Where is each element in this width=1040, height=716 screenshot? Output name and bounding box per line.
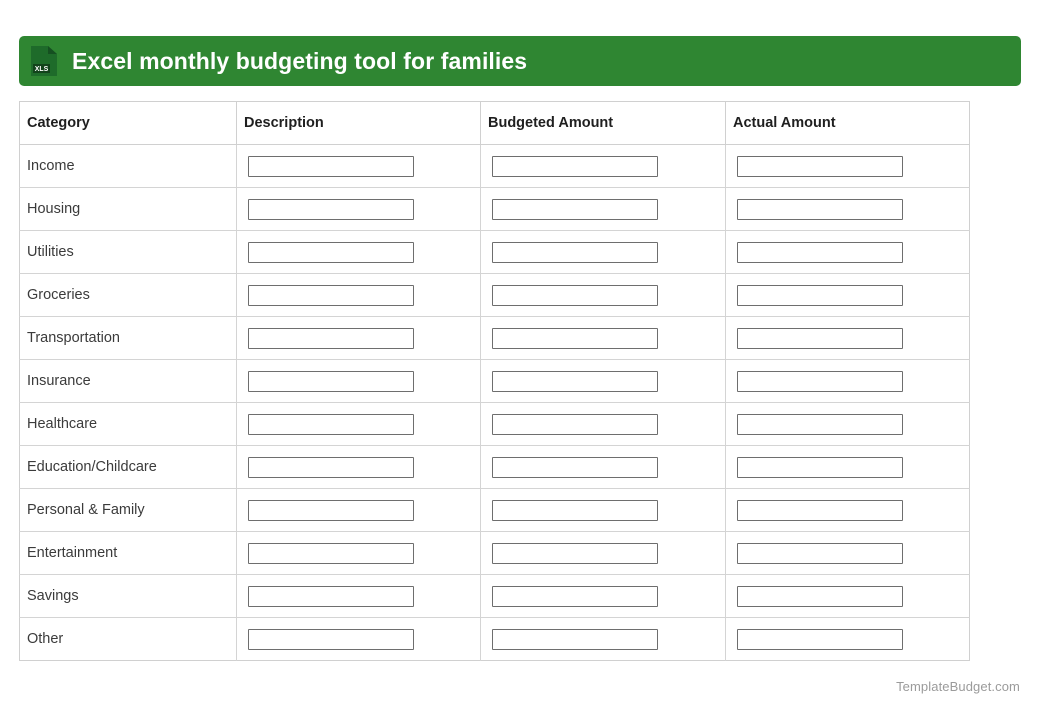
table-row xyxy=(20,489,970,532)
budgeted-amount-input[interactable] xyxy=(492,629,658,650)
budgeted-amount-input[interactable] xyxy=(492,199,658,220)
description-input[interactable] xyxy=(248,457,414,478)
budgeted-amount-input[interactable] xyxy=(492,328,658,349)
table-header-row xyxy=(20,102,970,145)
actual-amount-input[interactable] xyxy=(737,457,903,478)
column-header-budgeted-amount: Budgeted Amount xyxy=(481,102,726,145)
xls-file-icon xyxy=(30,45,58,77)
table-row xyxy=(20,360,970,403)
budgeted-amount-cell xyxy=(481,618,726,661)
table-row xyxy=(20,403,970,446)
actual-amount-input[interactable] xyxy=(737,242,903,263)
actual-amount-cell xyxy=(726,403,970,446)
description-cell xyxy=(237,403,481,446)
category-cell xyxy=(20,575,237,618)
actual-amount-cell xyxy=(726,489,970,532)
actual-amount-cell xyxy=(726,532,970,575)
description-input[interactable] xyxy=(248,500,414,521)
description-cell xyxy=(237,575,481,618)
category-label: Transportation xyxy=(27,330,120,346)
actual-amount-cell xyxy=(726,575,970,618)
actual-amount-cell xyxy=(726,317,970,360)
budgeted-amount-cell xyxy=(481,532,726,575)
category-label: Groceries xyxy=(27,287,90,303)
table-row xyxy=(20,618,970,661)
actual-amount-cell xyxy=(726,231,970,274)
actual-amount-input[interactable] xyxy=(737,586,903,607)
description-cell xyxy=(237,274,481,317)
description-input[interactable] xyxy=(248,199,414,220)
description-cell xyxy=(237,231,481,274)
description-input[interactable] xyxy=(248,629,414,650)
budgeted-amount-input[interactable] xyxy=(492,500,658,521)
actual-amount-cell xyxy=(726,446,970,489)
description-cell xyxy=(237,618,481,661)
budgeted-amount-cell xyxy=(481,489,726,532)
actual-amount-cell xyxy=(726,145,970,188)
category-cell xyxy=(20,403,237,446)
svg-text:XLS: XLS xyxy=(34,66,49,73)
category-cell xyxy=(20,145,237,188)
budgeted-amount-input[interactable] xyxy=(492,586,658,607)
description-input[interactable] xyxy=(248,371,414,392)
category-label: Healthcare xyxy=(27,416,98,432)
description-cell xyxy=(237,188,481,231)
budgeted-amount-cell xyxy=(481,231,726,274)
budgeted-amount-cell xyxy=(481,317,726,360)
actual-amount-input[interactable] xyxy=(737,543,903,564)
actual-amount-input[interactable] xyxy=(737,500,903,521)
actual-amount-input[interactable] xyxy=(737,328,903,349)
table-row xyxy=(20,188,970,231)
title-banner xyxy=(19,36,1021,86)
actual-amount-cell xyxy=(726,188,970,231)
budgeted-amount-input[interactable] xyxy=(492,414,658,435)
category-cell xyxy=(20,317,237,360)
table-row xyxy=(20,446,970,489)
category-label: Other xyxy=(27,631,64,647)
description-cell xyxy=(237,532,481,575)
column-header-category: Category xyxy=(20,102,237,145)
actual-amount-input[interactable] xyxy=(737,371,903,392)
table-row xyxy=(20,317,970,360)
budgeted-amount-cell xyxy=(481,188,726,231)
column-header-description: Description xyxy=(237,102,481,145)
category-label: Insurance xyxy=(27,373,91,389)
description-cell xyxy=(237,489,481,532)
category-cell xyxy=(20,489,237,532)
description-cell xyxy=(237,446,481,489)
actual-amount-cell xyxy=(726,618,970,661)
category-cell xyxy=(20,188,237,231)
budget-table xyxy=(19,101,970,661)
category-cell xyxy=(20,446,237,489)
category-cell xyxy=(20,231,237,274)
table-row xyxy=(20,532,970,575)
table-row xyxy=(20,274,970,317)
description-input[interactable] xyxy=(248,242,414,263)
budgeted-amount-input[interactable] xyxy=(492,457,658,478)
actual-amount-input[interactable] xyxy=(737,414,903,435)
actual-amount-input[interactable] xyxy=(737,156,903,177)
actual-amount-input[interactable] xyxy=(737,285,903,306)
category-label: Entertainment xyxy=(27,545,118,561)
category-label: Education/Childcare xyxy=(27,459,157,475)
category-label: Utilities xyxy=(27,244,74,260)
budgeted-amount-cell xyxy=(481,360,726,403)
description-input[interactable] xyxy=(248,328,414,349)
budgeted-amount-input[interactable] xyxy=(492,242,658,263)
footer-attribution: TemplateBudget.com xyxy=(896,679,1020,694)
category-label: Savings xyxy=(27,588,79,604)
budgeted-amount-input[interactable] xyxy=(492,371,658,392)
budgeted-amount-cell xyxy=(481,575,726,618)
description-input[interactable] xyxy=(248,543,414,564)
budgeted-amount-input[interactable] xyxy=(492,543,658,564)
description-input[interactable] xyxy=(248,156,414,177)
actual-amount-cell xyxy=(726,360,970,403)
description-cell xyxy=(237,317,481,360)
budgeted-amount-input[interactable] xyxy=(492,156,658,177)
table-body xyxy=(20,145,970,661)
actual-amount-input[interactable] xyxy=(737,199,903,220)
budgeted-amount-cell xyxy=(481,403,726,446)
category-label: Income xyxy=(27,158,75,174)
column-header-actual-amount: Actual Amount xyxy=(726,102,970,145)
table-row xyxy=(20,145,970,188)
category-cell xyxy=(20,532,237,575)
actual-amount-input[interactable] xyxy=(737,629,903,650)
budgeted-amount-cell xyxy=(481,446,726,489)
budgeted-amount-cell xyxy=(481,145,726,188)
table-row xyxy=(20,575,970,618)
budgeted-amount-cell xyxy=(481,274,726,317)
category-cell xyxy=(20,274,237,317)
page-title: Excel monthly budgeting tool for families xyxy=(72,47,528,74)
actual-amount-cell xyxy=(726,274,970,317)
budgeted-amount-input[interactable] xyxy=(492,285,658,306)
description-input[interactable] xyxy=(248,586,414,607)
category-label: Personal & Family xyxy=(27,502,145,518)
description-input[interactable] xyxy=(248,414,414,435)
category-label: Housing xyxy=(27,201,81,217)
description-input[interactable] xyxy=(248,285,414,306)
description-cell xyxy=(237,145,481,188)
category-cell xyxy=(20,618,237,661)
category-cell xyxy=(20,360,237,403)
table-row xyxy=(20,231,970,274)
description-cell xyxy=(237,360,481,403)
